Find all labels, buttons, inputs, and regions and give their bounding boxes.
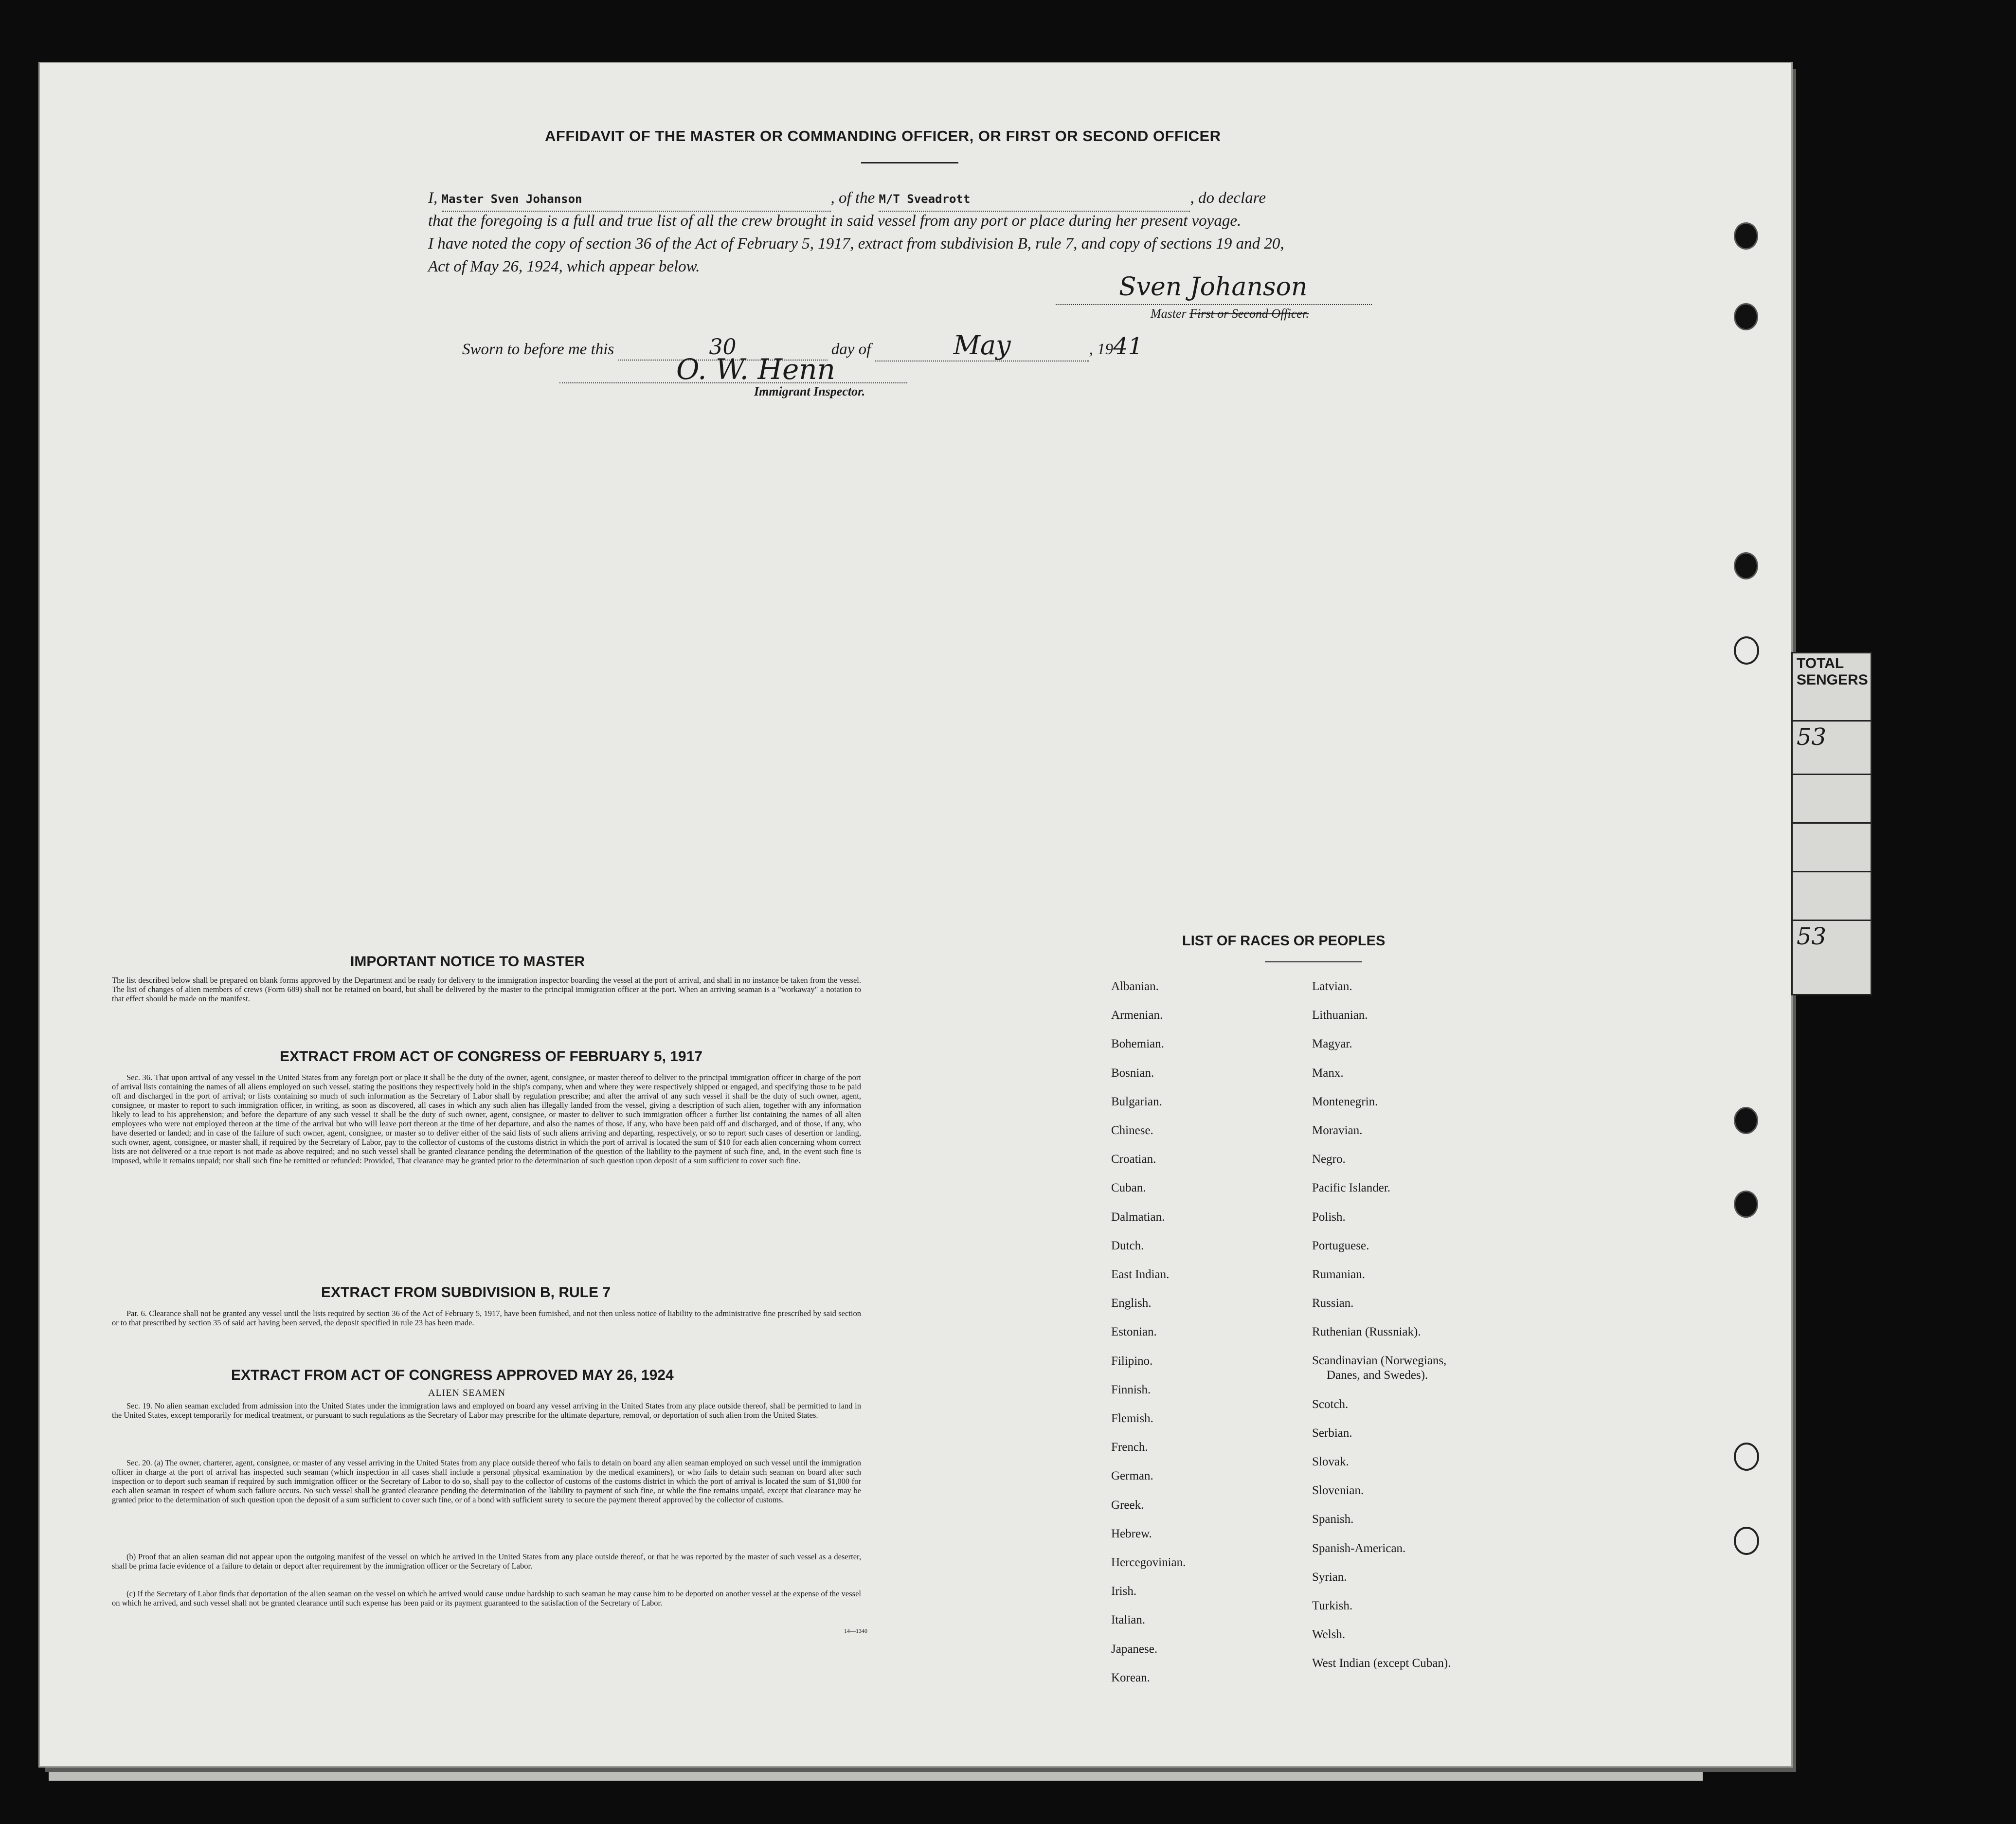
- page-shadow-edge: [49, 1766, 1703, 1781]
- race-item: Finnish.: [1111, 1383, 1151, 1396]
- race-item: Bulgarian.: [1111, 1095, 1162, 1108]
- race-item: Bosnian.: [1111, 1066, 1154, 1080]
- race-item: Flemish.: [1111, 1412, 1153, 1426]
- extract-1917-text: Sec. 36. That upon arrival of any vessel in the United States from any foreign port or place it shall be the duty of the owner, agent, consignee, or master thereof to deliver to the principal immigration officer in charge of the port of arrival lists containing the names of all aliens employed on such vessel, stating the positions they respectively hold in the ship's company, when and where they were respectively shipped or engaged, and specifying those to be paid off and discharged in the port of arrival; or lists containing so much of such information as the Secretary of Labor shall by regulation prescribe; and after the arrival of any such vessel it shall be the duty of such owner, agent, consignee, or master to report to such immigration officer, in writing, as soon as discovered, all cases in which any such alien has illegally landed from the vessel, giving a description of such alien, together with any information likely to lead to his apprehension; and before the departure of any such vessel it shall be the duty of such owner, agent, consignee, or master to deliver to such immigration officer a further list containing the names of all alien employees who were not employed thereon at the time of the arrival but who will leave port thereon at the time of her departure, and also the names of those, if any, who have been paid off and discharged, and of those, if any, who have deserted or landed; and in case of the failure of such owner, agent, consignee, or master so to deliver either of the said lists of such aliens arriving and departing, respectively, or so to report such cases of desertion or landing, such owner, agent, consignee, or master shall, if required by the Secretary of Labor, pay to the collector of customs of the customs district in which the port of arrival is located the sum of $10 for each alien concerning whom correct lists are not delivered or a true report is not made as above required; and no such vessel shall be granted clearance pending the determination of the question of the liability to the payment of such fine, and, in the event such fine is imposed, while it remains unpaid; nor shall such fine be remitted or refunded: Provided, That clearance may be granted prior to the determination of such question upon deposit of a sum sufficient to cover such fine.: [112, 1073, 861, 1165]
- race-item: Polish.: [1312, 1210, 1346, 1224]
- declaration-line-1: [428, 187, 1266, 212]
- do-declare-label: , do declare: [1190, 189, 1266, 207]
- punch-hole: [1734, 1527, 1759, 1555]
- punch-hole: [1734, 636, 1759, 665]
- vessel-name-field: M/T Sveadrott: [879, 188, 1190, 212]
- race-item: Slovenian.: [1312, 1484, 1364, 1498]
- affidavit-title: AFFIDAVIT OF THE MASTER OR COMMANDING OFFICER, OR FIRST OR SECOND OFFICER: [545, 127, 1221, 144]
- strip-total-value: 53: [1793, 722, 1871, 775]
- race-item: Filipino.: [1111, 1354, 1153, 1368]
- adjacent-page-strip: [1791, 652, 1872, 995]
- sworn-day-field: 30: [618, 335, 828, 361]
- sec20b-text: (b) Proof that an alien seaman did not appear upon the outgoing manifest of the vessel on which he arrived in the United States from any place outside thereof, or that he was reported by the master of such vessel as a deserter, shall be prima facie evidence of a failure to detain or deport after requirement by the immigration officer or the Secretary of Labor.: [112, 1552, 861, 1571]
- race-item: Scotch.: [1312, 1397, 1349, 1411]
- race-item: Spanish-American.: [1312, 1541, 1406, 1555]
- race-item: Italian.: [1111, 1613, 1146, 1627]
- race-item: Manx.: [1312, 1066, 1344, 1080]
- race-item: Spanish.: [1312, 1513, 1354, 1526]
- races-column-2: [1312, 972, 1451, 1678]
- races-title: LIST OF RACES OR PEOPLES: [1182, 933, 1386, 949]
- race-item: German.: [1111, 1469, 1153, 1483]
- race-item: West Indian (except Cuban).: [1312, 1657, 1451, 1670]
- sec20a-text: Sec. 20. (a) The owner, charterer, agent, consignee, or master of any vessel arriving in the United States from any place outside thereof who fails to detain on board any alien seaman employed on such vessel until the immigration officer in charge at the port of arrival has inspected such seaman (which inspection in all cases shall include a personal physical examination by the medical examiners), or who fails to detain such seaman on board after such inspection or to deport such seaman if required by such immigration officer or the Secretary of Labor to do so, shall pay to the collector of customs of the customs district in which the port of arrival is located the sum of $1,000 for each alien seaman in respect of whom such failure occurs. No such vessel shall be granted clearance pending the determination of the liability to payment of such fine, or while the fine remains unpaid, except that clearance may be granted prior to the determination of such question upon the deposit of a sum sufficient to cover such fine, or of a bond with sufficient surety to secure the payment thereof approved by the collector of customs.: [112, 1458, 861, 1504]
- inspector-title: Immigrant Inspector.: [754, 384, 865, 398]
- punch-hole: [1734, 552, 1758, 579]
- form-number: 14—1340: [844, 1627, 867, 1634]
- master-signature: Sven Johanson: [1119, 272, 1308, 302]
- race-item: Latvian.: [1312, 980, 1352, 993]
- race-item: Greek.: [1111, 1498, 1144, 1512]
- race-item: Dalmatian.: [1111, 1210, 1165, 1224]
- sec20c-text: (c) If the Secretary of Labor finds that deportation of the alien seaman on the vessel on which he arrived would cause undue hardship to such seaman he may cause him to be deported on another vessel at the expense of the vessel on which he arrived, and such vessel shall not be granted clearance until such expense has been paid or its payment guaranteed to the satisfaction of the Secretary of Labor.: [112, 1589, 861, 1607]
- race-item: Portuguese.: [1312, 1239, 1369, 1252]
- race-item: Pacific Islander.: [1312, 1181, 1391, 1195]
- extract-rule7-text: Par. 6. Clearance shall not be granted any vessel until the lists required by section 36 of the Act of February 5, 1917, have been furnished, and not then unless notice of liability to the administrative fine prescribed by said section or to that prescribed by section 35 of said act having been served, the deposit specified in rule 23 has been made.: [112, 1309, 861, 1327]
- race-item: Syrian.: [1312, 1570, 1347, 1584]
- race-item: Dutch.: [1111, 1239, 1144, 1252]
- race-item: Negro.: [1312, 1153, 1346, 1166]
- punch-hole: [1734, 222, 1758, 250]
- sworn-month-field: May: [875, 330, 1089, 361]
- inspector-signature: O. W. Henn: [676, 353, 835, 386]
- extract-1917-title: EXTRACT FROM ACT OF CONGRESS OF FEBRUARY 5, 1917: [280, 1048, 702, 1065]
- document-page: [40, 63, 1791, 1766]
- signature-title: [1151, 307, 1309, 321]
- race-item: Bohemian.: [1111, 1037, 1165, 1051]
- punch-hole: [1734, 1191, 1758, 1218]
- race-item: Estonian.: [1111, 1325, 1157, 1339]
- race-item: Cuban.: [1111, 1181, 1146, 1195]
- signature-line: [1056, 304, 1372, 305]
- race-item: Chinese.: [1111, 1124, 1153, 1138]
- extract-rule7-title: EXTRACT FROM SUBDIVISION B, RULE 7: [321, 1284, 611, 1300]
- punch-hole: [1734, 1107, 1758, 1134]
- race-item-continuation: Danes, and Swedes).: [1327, 1368, 1428, 1382]
- alien-seamen-subtitle: ALIEN SEAMEN: [428, 1388, 506, 1398]
- race-item: Armenian.: [1111, 1009, 1163, 1022]
- race-item: Hercegovinian.: [1111, 1556, 1186, 1570]
- race-item: Moravian.: [1312, 1124, 1363, 1138]
- races-column-1: [1111, 972, 1186, 1692]
- i-label: I,: [428, 189, 438, 207]
- inspector-signature-line: [559, 382, 907, 383]
- of-the-label: , of the: [830, 189, 875, 207]
- strip-total-value-2: 53: [1797, 923, 1827, 950]
- race-item: Croatian.: [1111, 1153, 1156, 1166]
- race-item: Lithuanian.: [1312, 1009, 1368, 1022]
- race-item: Irish.: [1111, 1585, 1137, 1598]
- sec19-text: Sec. 19. No alien seaman excluded from admission into the United States under the immigration laws and employed on board any vessel arriving in the United States from any place outside thereof, shall be permitted to land in the United States, except temporarily for medical treatment, or pursuant to such regulations as the Secretary of Labor may prescribe for the ultimate departure, removal, or deportation of such alien from the United States.: [112, 1401, 861, 1420]
- race-item: Russian.: [1312, 1297, 1354, 1310]
- race-item: French.: [1111, 1441, 1148, 1454]
- punch-hole: [1734, 1443, 1759, 1471]
- race-item: Korean.: [1111, 1671, 1150, 1684]
- race-item: Scandinavian (Norwegians,: [1312, 1354, 1447, 1367]
- race-item: English.: [1111, 1297, 1152, 1310]
- race-item: Serbian.: [1312, 1426, 1352, 1440]
- strip-header-total: TOTAL: [1797, 655, 1844, 671]
- day-of-label: day of: [831, 341, 871, 358]
- extract-1924-title: EXTRACT FROM ACT OF CONGRESS APPROVED MAY 26, 1924: [231, 1367, 674, 1383]
- declaration-line-4: Act of May 26, 1924, which appear below.: [428, 258, 700, 275]
- race-item: Turkish.: [1312, 1599, 1353, 1613]
- title-rule: [861, 162, 958, 163]
- race-item: Slovak.: [1312, 1455, 1349, 1469]
- struck-officer-label: First or Second Officer.: [1189, 307, 1309, 321]
- master-title-label: Master: [1151, 307, 1187, 321]
- race-item: Montenegrin.: [1312, 1095, 1378, 1108]
- race-item: Hebrew.: [1111, 1527, 1152, 1540]
- declaration-line-2: that the foregoing is a full and true list of all the crew brought in said vessel from any port or place during her present voyage.: [428, 212, 1242, 230]
- race-item: Rumanian.: [1312, 1268, 1366, 1282]
- punch-hole: [1734, 303, 1758, 330]
- notice-text: The list described below shall be prepared on blank forms approved by the Department and be ready for delivery to the immigration inspector boarding the vessel at the port of arrival, and shall in no instance be taken from the vessel. The list of changes of alien members of crews (Form 689) shall not be retained on board, but shall be delivered by the master to the principal immigration officer at the port. When an arriving seaman is a "workaway" a notation to that effect should be made on the manifest.: [112, 975, 861, 1003]
- races-title-rule: [1265, 961, 1362, 962]
- declaration-line-3: I have noted the copy of section 36 of the Act of February 5, 1917, extract from subdivision B, rule 7, and copy of sections 19 and 20,: [428, 235, 1284, 253]
- race-item: East Indian.: [1111, 1268, 1170, 1282]
- race-item: Ruthenian (Russniak).: [1312, 1325, 1421, 1339]
- sworn-year-field: 41: [1113, 333, 1143, 360]
- sworn-label: Sworn to before me this: [462, 341, 614, 358]
- master-name-field: Master Sven Johanson: [442, 188, 831, 212]
- race-item: Welsh.: [1312, 1628, 1346, 1642]
- year-prefix-label: , 19: [1089, 341, 1114, 358]
- race-item: Albanian.: [1111, 980, 1159, 993]
- race-item: Japanese.: [1111, 1642, 1158, 1656]
- strip-header-passengers: SENGERS: [1797, 672, 1868, 688]
- notice-title: IMPORTANT NOTICE TO MASTER: [350, 954, 585, 970]
- race-item: Magyar.: [1312, 1037, 1352, 1051]
